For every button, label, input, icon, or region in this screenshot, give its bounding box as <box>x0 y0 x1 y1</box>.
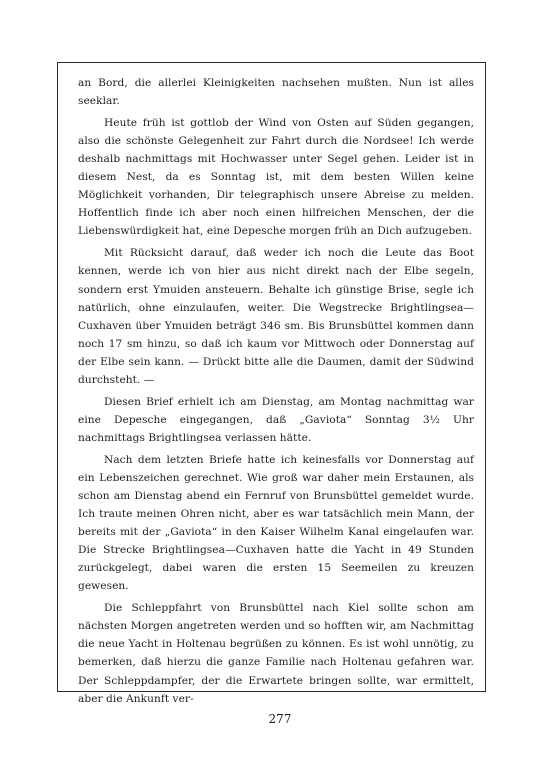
paragraph-5: Nach dem letzten Briefe hatte ich keinesfalls vor Donnerstag auf ein Lebenszeichen gerechnet. Wie groß war daher mein Erstaunen, als schon am Dienstag abend ein Fernruf von Brunsbüttel gemeldet wurde. Ich traute meinen Ohren nicht, aber es war tatsächlich mein Mann, der bereits mit der „Gaviota“ in den Kaiser Wilhelm Kanal eingelaufen war. Die Strecke Brightlingsea—Cuxhaven hatte die Yacht in 49 Stunden zurückgelegt, dabei waren die ersten 15 Seemeilen zu kreuzen gewesen. <box>78 453 474 593</box>
page-number: 277 <box>268 712 292 726</box>
text-body <box>78 74 474 708</box>
paragraph-6: Die Schleppfahrt von Brunsbüttel nach Kiel sollte schon am nächsten Morgen angetreten werden und so hofften wir, am Nachmittag die neue Yacht in Holtenau begrüßen zu können. Es ist wohl unnötig, zu bemerken, daß hierzu die ganze Familie nach Holtenau gefahren war. Der Schleppdampfer, der die Erwartete bringen sollte, war ermittelt, aber die Ankunft ver- <box>78 602 474 705</box>
paragraph-1: an Bord, die allerlei Kleinigkeiten nachsehen mußten. Nun ist alles seeklar. <box>78 77 474 108</box>
paragraph-3: Mit Rücksicht darauf, daß weder ich noch die Leute das Boot kennen, werde ich von hier aus nicht direkt nach der Elbe segeln, sondern erst Ymuiden ansteuern. Behalte ich günstige Brise, segle ich natürlich, ohne einzulaufen, weiter. Die Wegstrecke Brightlingsea—Cuxhaven über Ymuiden beträgt 346 sm. Bis Brunsbüttel kommen dann noch 17 sm hinzu, so daß ich kaum vor Mittwoch oder Donnerstag auf der Elbe sein kann. — Drückt bitte alle die Daumen, damit der Südwind durchsteht. — <box>78 247 474 386</box>
paragraph-4: Diesen Brief erhielt ich am Dienstag, am Montag nachmittag war eine Depesche eingegangen, daß „Gaviota“ Sonntag 3½ Uhr nachmittags Brightlingsea verlassen hätte. <box>78 395 474 444</box>
paragraph-2: Heute früh ist gottlob der Wind von Osten auf Süden gegangen, also die schönste Gelegenheit zur Fahrt durch die Nordsee! Ich werde deshalb nachmittags mit Hochwasser unter Segel gehen. Leider ist in diesem Nest, da es Sonntag ist, mit dem besten Willen keine Möglichkeit vorhanden, Dir telegraphisch unsere Abreise zu melden. Hoffentlich finde ich aber noch einen hilfreichen Menschen, der die Liebenswürdigkeit hat, eine Depesche morgen früh an Dich aufzugeben. <box>78 117 474 238</box>
